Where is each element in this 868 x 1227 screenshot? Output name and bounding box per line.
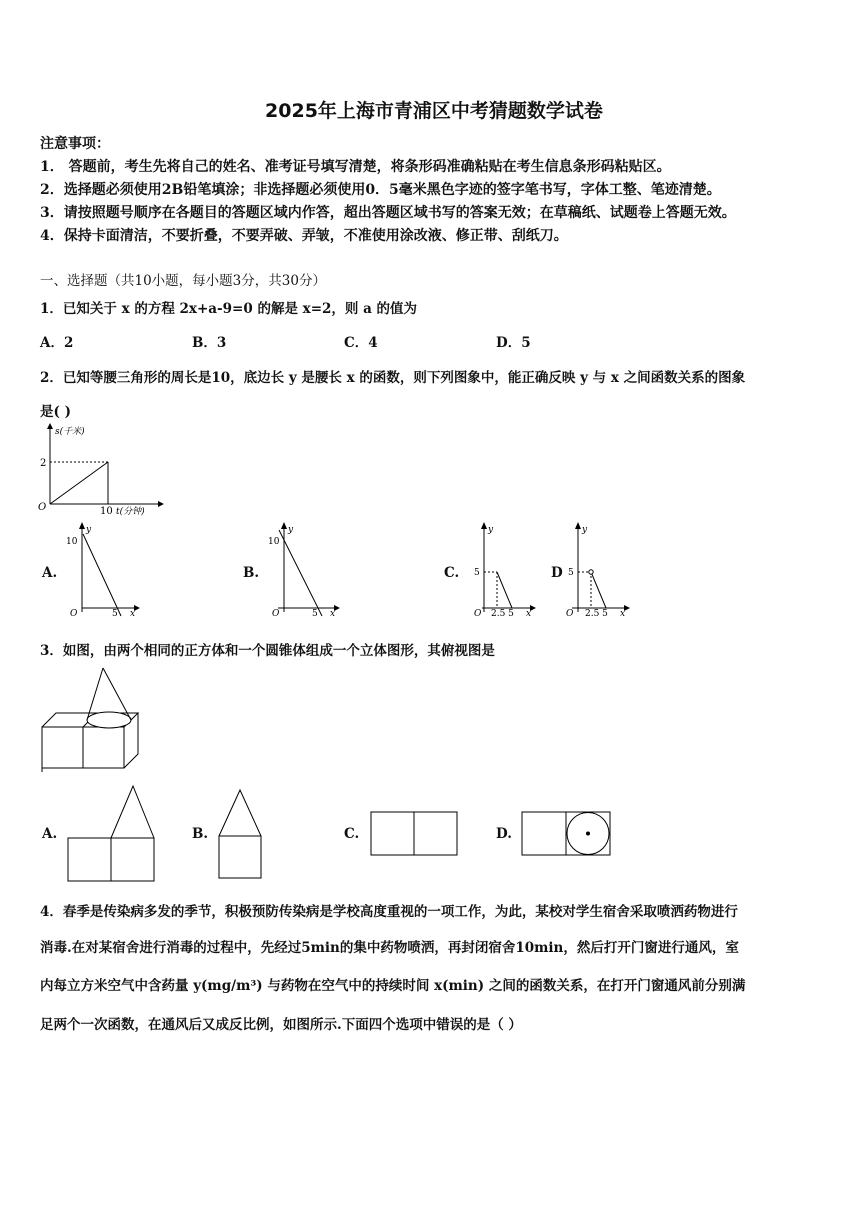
q2-a-ytick: 10 [66,537,78,547]
notice-heading: 注意事项： [40,136,110,152]
q2-reference-graph [36,422,166,518]
notice-item-1: 1． 答题前，考生先将自己的姓名、准考证号填写清楚，将条形码准确粘贴在考生信息条形码粘贴区。 [40,159,671,175]
q2-option-b-letter: B. [243,565,260,581]
q4-line4: 足两个一次函数，在通风后又成反比例，如图所示.下面四个选项中错误的是（ ） [40,1017,522,1033]
q4-line1: 4．春季是传染病多发的季节，积极预防传染病是学校高度重视的一项工作，为此，某校对学生宿舍采取喷洒药物进行 [40,904,738,920]
q2-ref-xlabel: t(分钟) [116,507,145,517]
q2-ref-ylabel: s(千米) [55,427,85,437]
notice-item-4: 4．保持卡面清洁，不要折叠，不要弄破、弄皱，不准使用涂改液、修正带、刮纸刀。 [40,228,568,244]
q2-option-a-letter: A. [42,565,58,581]
q1-option-b: B．3 [192,335,227,351]
q3-option-c-letter: C. [344,826,360,842]
q3-option-a-letter: A. [42,826,58,842]
q2-c-axis-y: y [488,525,494,535]
q2-c-ytick: 5 [474,568,480,578]
q2-a-origin: O [70,609,78,618]
q2-ref-ytick: 2 [40,458,47,469]
q2-option-a-graph [64,520,144,618]
q2-option-d-graph [560,520,636,618]
q3-option-d-figure [520,810,614,858]
q4-line3: 内每立方米空气中含药量 y(mg/m³) 与药物在空气中的持续时间 x(min) 之间的函数关系，在打开门窗通风前分别满 [40,978,746,994]
q3-option-c-figure [368,810,462,858]
q2-ref-origin: O [38,502,47,513]
notice-item-3: 3．请按照题号顺序在各题目的答题区域内作答，超出答题区域书写的答案无效；在草稿纸、试题卷上答题无效。 [40,205,736,221]
q2-a-axis-y: y [86,525,92,535]
q1-option-d: D．5 [496,335,531,351]
q2-d-ytick: 5 [568,568,574,578]
q2-d-axis-x: x [620,609,626,618]
q3-option-a-figure [66,784,158,884]
q2-option-b-graph [264,520,344,618]
q2-stem-line2: 是( ) [40,404,71,420]
q3-solid-figure [36,664,146,776]
page-title: 2025年上海市青浦区中考猜题数学试卷 [265,100,603,122]
q2-b-ytick: 10 [268,537,280,547]
q2-d-xticks: 2.5 5 [585,609,608,618]
q2-c-xticks: 2.5 5 [491,609,514,618]
q3-option-b-figure [216,786,266,882]
q2-c-origin: O [474,609,482,618]
q1-option-a: A．2 [40,335,74,351]
q2-d-origin: O [566,609,574,618]
q2-ref-xtick: 10 [100,506,113,517]
q2-option-d-letter: D [551,565,563,581]
q2-b-axis-y: y [288,525,294,535]
q1-stem: 1．已知关于 x 的方程 2x+a-9=0 的解是 x=2，则 a 的值为 [40,301,418,317]
q2-b-xtick: 5 [312,609,318,618]
q2-b-origin: O [272,609,280,618]
q2-option-c-letter: C. [444,565,460,581]
q2-c-axis-x: x [526,609,532,618]
q1-option-c: C．4 [344,335,378,351]
q2-b-axis-x: x [330,609,336,618]
section-heading: 一、选择题（共10小题，每小题3分，共30分） [40,273,326,289]
q3-stem: 3．如图，由两个相同的正方体和一个圆锥体组成一个立体图形，其俯视图是 [40,643,495,659]
q2-stem-line1: 2．已知等腰三角形的周长是10，底边长 y 是腰长 x 的函数，则下列图象中，能正确反映 y 与 x 之间函数关系的图象 [40,370,746,386]
q2-a-xtick: 5 [112,609,118,618]
q4-line2: 消毒.在对某宿舍进行消毒的过程中，先经过5min的集中药物喷洒，再封闭宿舍10min，然后打开门窗进行通风，室 [40,940,739,956]
notice-item-2: 2．选择题必须使用2B铅笔填涂；非选择题必须使用0．5毫米黑色字迹的签字笔书写，字体工整、笔迹清楚。 [40,182,721,198]
q3-option-b-letter: B. [192,826,209,842]
q3-option-d-letter: D. [496,826,512,842]
q2-a-axis-x: x [130,609,136,618]
q2-option-c-graph [466,520,542,618]
q2-d-axis-y: y [582,525,588,535]
